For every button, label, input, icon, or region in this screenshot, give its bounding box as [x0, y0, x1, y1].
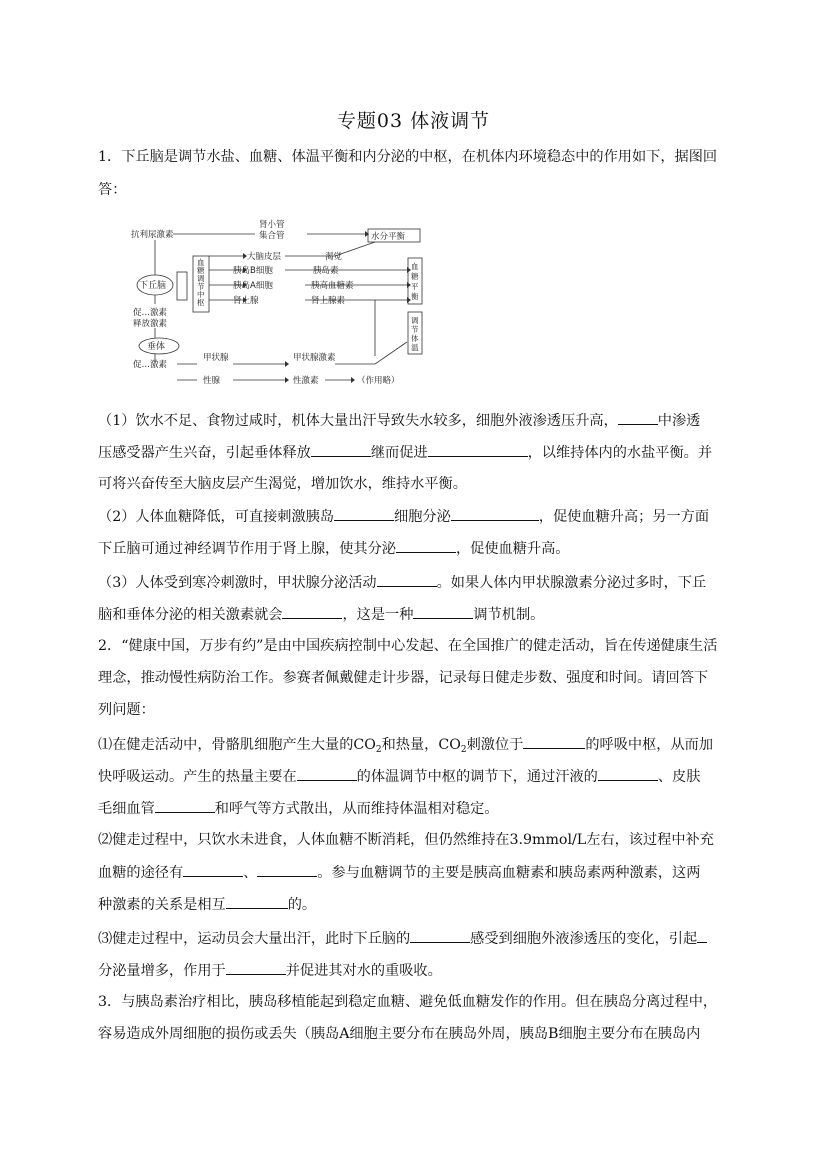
a-cell-label: 胰岛A细胞	[233, 281, 273, 291]
answer-blank[interactable]	[282, 604, 342, 619]
hypothalamus-regulation-diagram	[125, 212, 425, 394]
answer-blank[interactable]	[523, 734, 585, 749]
answer-blank[interactable]	[183, 862, 243, 877]
q3-line1: 3．与胰岛素治疗相比，胰岛移植能起到稳定血糖、避免低血糖发作的作用。但在胰岛分离过程中，	[98, 994, 718, 1010]
q3-line2: 容易造成外周细胞的损伤或丢失（胰岛A细胞主要分布在胰岛外周，胰岛B细胞主要分布在胰岛内	[98, 1026, 701, 1042]
q1-intro-line1: 1．下丘脑是调节水盐、血糖、体温平衡和内分泌的中枢，在机体内环境稳态中的作用如下，据图回	[98, 149, 718, 165]
hypothalamus-label: 下丘脑	[139, 281, 167, 291]
answer-blank[interactable]	[396, 538, 456, 553]
answer-blank[interactable]	[257, 862, 317, 877]
adh-label: 抗利尿激素	[131, 230, 174, 240]
thyroxine-label: 甲状腺激素	[293, 353, 336, 363]
q1-part2-line2: 下丘脑可通过神经调节作用于肾上腺，使其分泌 ，促使血糖升高。	[98, 538, 738, 559]
answer-blank[interactable]	[311, 442, 371, 457]
releasing-label-1: 促…激素	[133, 308, 168, 318]
glucose-center-char: 糖	[197, 266, 205, 275]
q2-intro-line3: 列问题：	[98, 702, 155, 718]
effect-omitted-label: （作用略）	[357, 376, 400, 386]
glucose-balance-char: 血	[411, 262, 419, 271]
answer-blank[interactable]	[226, 894, 288, 909]
answer-blank[interactable]	[697, 928, 707, 943]
q1-part2-line1: （2）人体血糖降低，可直接刺激胰岛 细胞分泌 ，促使血糖升高；另一方面	[98, 506, 738, 527]
q1-part1-line1: （1）饮水不足、食物过咸时，机体大量出汗导致失水较多，细胞外液渗透压升高， 中渗透	[98, 410, 738, 431]
q2-sub1-line1: ⑴在健走活动中，骨骼肌细胞产生大量的$CO_2$和热量，$CO_2$刺激位于 的呼吸中枢，从而加	[98, 734, 738, 755]
q2-sub3-line2: 分泌量增多，作用于 并促进其对水的重吸收。	[98, 960, 738, 981]
glucose-balance-char: 衡	[411, 292, 419, 301]
q1-part1-line3: 可将兴奋传至大脑皮层产生渴觉，增加饮水，维持水平衡。	[98, 476, 467, 492]
q2-sub1-line3: 毛细血管 和呼气等方式散出，从而维持体温相对稳定。	[98, 798, 738, 819]
sex-hormone-label: 性激素	[293, 376, 319, 386]
kidney-label-1: 肾小管	[259, 220, 285, 230]
pituitary-label: 垂体	[147, 342, 166, 352]
q1-part3-line1: （3）人体受到寒冷刺激时，甲状腺分泌活动 。如果人体内甲状腺激素分泌过多时，下丘	[98, 572, 738, 593]
page-title: 专题03 体液调节	[336, 110, 491, 132]
q2-sub2-line1: ⑵健走过程中，只饮水未进食，人体血糖不断消耗，但仍然维持在3.9mmol/L左右，该过程中补充	[98, 832, 714, 848]
q1-intro-line2: 答：	[98, 182, 127, 198]
glucose-center-char: 血	[197, 258, 205, 267]
tropic-label: 促…激素	[133, 360, 168, 370]
q2-intro-line1: 2．“健康中国，万步有约”是由中国疾病控制中心发起、在全国推广的健走活动，旨在传递健康生活	[98, 638, 718, 654]
hypothalamus-side-box	[177, 272, 187, 300]
answer-blank[interactable]	[413, 604, 473, 619]
answer-blank[interactable]	[410, 928, 470, 943]
temp-regulation-char: 体	[411, 334, 419, 343]
q1-part1-line2: 压感受器产生兴奋，引起垂体释放 继而促进 ，以维持体内的水盐平衡。并	[98, 442, 738, 463]
q2-sub2-line3: 种激素的关系是相互 的。	[98, 894, 738, 915]
glucose-center-char: 节	[197, 282, 205, 291]
adrenaline-label: 肾上腺素	[311, 296, 346, 306]
glucose-center-char: 枢	[197, 298, 205, 307]
gonad-label: 性腺	[203, 376, 221, 386]
glucose-center-char: 调	[197, 274, 205, 283]
q2-sub3-line1: ⑶健走过程中，运动员会大量出汗，此时下丘脑的 感受到细胞外液渗透压的变化，引起	[98, 928, 738, 949]
answer-blank[interactable]	[334, 506, 394, 521]
answer-blank[interactable]	[598, 766, 658, 781]
insulin-label: 胰岛素	[313, 266, 339, 276]
answer-blank[interactable]	[226, 960, 286, 975]
answer-blank[interactable]	[377, 572, 437, 587]
temp-regulation-char: 节	[411, 325, 419, 334]
glucose-balance-char: 糖	[411, 272, 419, 281]
water-balance-label: 水分平衡	[371, 232, 406, 242]
q2-sub2-line2: 血糖的途径有 、 。参与血糖调节的主要是胰高血糖素和胰岛素两种激素，这两	[98, 862, 738, 883]
kidney-label-2: 集合管	[259, 231, 285, 241]
q2-sub1-line2: 快呼吸运动。产生的热量主要在 的体温调节中枢的调节下，通过汗液的 、皮肤	[98, 766, 738, 787]
answer-blank[interactable]	[155, 798, 215, 813]
glucagon-label: 胰高血糖素	[311, 281, 354, 291]
glucose-balance-char: 平	[411, 282, 419, 291]
answer-blank[interactable]	[428, 442, 528, 457]
temp-regulation-char: 调	[411, 316, 419, 325]
q1-part3-line2: 脑和垂体分泌的相关激素就会 ，这是一种 调节机制。	[98, 604, 738, 625]
b-cell-label: 胰岛B细胞	[233, 266, 273, 276]
q2-intro-line2: 理念，推动慢性病防治工作。参赛者佩戴健走计步器，记录每日健走步数、强度和时间。请回答下	[98, 670, 709, 686]
answer-blank[interactable]	[451, 506, 539, 521]
answer-blank[interactable]	[297, 766, 357, 781]
glucose-center-char: 中	[197, 290, 205, 299]
releasing-label-2: 释放激素	[133, 319, 168, 329]
answer-blank[interactable]	[618, 410, 658, 425]
cortex-label: 大脑皮层	[247, 252, 282, 262]
thyroid-label: 甲状腺	[203, 353, 229, 363]
thirst-label: 渴觉	[325, 252, 343, 262]
temp-regulation-char: 温	[411, 343, 419, 352]
adrenal-label: 肾上腺	[233, 296, 259, 306]
